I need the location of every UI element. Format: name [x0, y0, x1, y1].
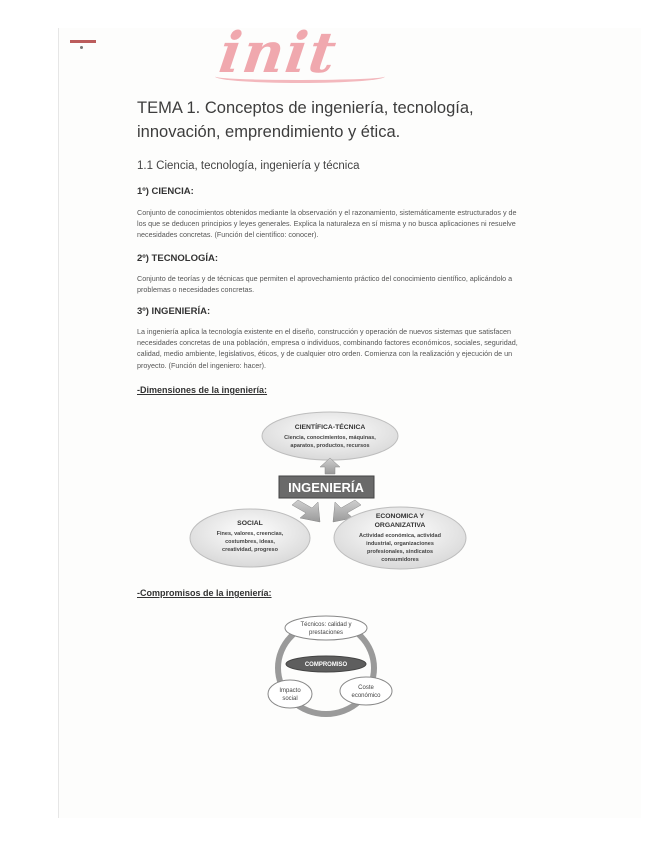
coste-bubble [340, 677, 392, 705]
social-title: SOCIAL [237, 520, 263, 527]
cientifica-line: aparatos, productos, recursos [290, 443, 370, 449]
coste-line: económico [351, 693, 381, 699]
impacto-line: social [282, 696, 298, 702]
economica-line: profesionales, sindicatos [366, 549, 434, 555]
ciencia-heading: 1º) CIENCIA: [137, 186, 194, 197]
tecnicos-line: prestaciones [308, 630, 344, 636]
ingenieria-paragraph: La ingeniería aplica la tecnología existente en el diseño, construcción y operación de nuevos sistemas que satisfacen necesidades concretas de una población, empresa o individuos, combinando factores económicos, sociales, seguridad, calidad, medio ambiente, legislativos, éticos, y de cualquier otro orden. Comienza con la realización y ejecución de un proyecto. (Función del ingeniero: hacer). [137, 327, 518, 370]
social-line: creatividad, progreso [222, 547, 278, 553]
economica-line: Actividad económica, actividad [359, 533, 441, 539]
impacto-bubble [268, 680, 312, 708]
ingenieria-heading: 3º) INGENIERÍA: [137, 306, 211, 317]
init-logo: init [215, 20, 342, 86]
economica-title: ORGANIZATIVA [374, 522, 426, 529]
economica-line: industrial, organizaciones [366, 541, 434, 547]
tecnologia-paragraph: Conjunto de teorías y de técnicas que permiten el aprovechamiento práctico del conocimiento científico, aplicándolo a problemas o necesidades concretas. [137, 274, 513, 295]
impacto-line: Impacto [279, 688, 301, 694]
tecnicos-line: Técnicos: calidad y [300, 622, 352, 628]
tecnicos-bubble [285, 616, 367, 640]
tecnologia-heading: 2º) TECNOLOGÍA: [137, 253, 219, 264]
ingenieria-label: INGENIERÍA [288, 480, 364, 495]
section-heading: 1.1 Ciencia, tecnología, ingeniería y técnica [137, 160, 360, 172]
cientifica-title: CIENTÍFICA-TÉCNICA [294, 424, 366, 431]
coste-line: Coste [358, 685, 374, 691]
economica-line: consumidores [381, 557, 419, 563]
social-line: Fines, valores, creencias, [216, 531, 284, 537]
compromiso-label: COMPROMISO [304, 662, 348, 668]
social-line: costumbres, ideas, [225, 539, 275, 545]
ciencia-paragraph: Conjunto de conocimientos obtenidos mediante la observación y el razonamiento, sistemáticamente estructurados y de los que se deducen principios y leyes generales. Explica la naturaleza en sí misma y no busca aplicaciones ni resuelve necesidades concretas. (Función del científico: conocer). [137, 208, 517, 240]
page-title: TEMA 1. Conceptos de ingeniería, tecnología, innovación, emprendimiento y ética. [137, 99, 474, 141]
economica-title: ECONOMICA Y [375, 513, 425, 520]
compromisos-heading: -Compromisos de la ingeniería: [137, 588, 272, 598]
dimensiones-heading: -Dimensiones de la ingeniería: [137, 385, 268, 395]
cientifica-line: Ciencia, conocimientos, máquinas, [284, 435, 376, 441]
